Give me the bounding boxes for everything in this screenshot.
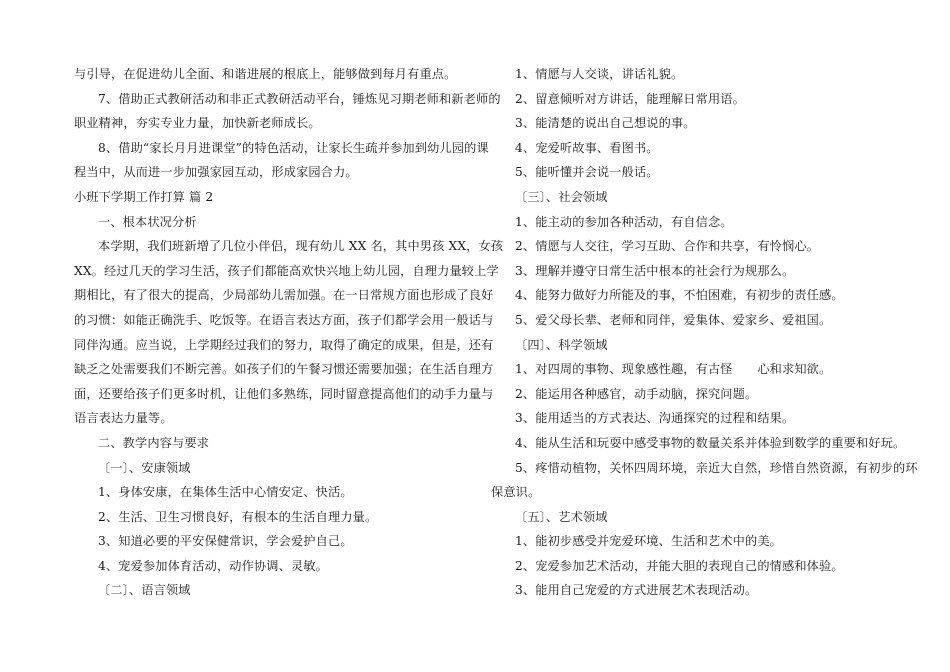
text-line: 2、能运用各种感官，动手动脑，探究问题。 — [515, 386, 758, 401]
text-line: 本学期，我们班新增了几位小伴侣，现有幼儿 XX 名，其中男孩 XX，女孩 — [98, 239, 504, 254]
text-line: 〔五〕、艺术领域 — [515, 509, 608, 524]
text-line: 保意识。 — [491, 485, 541, 500]
text-line: 1、能初步感受并宠爱环境、生活和艺术中的美。 — [515, 534, 782, 549]
text-line: 同伴沟通。应当说，上学期经过我们的努力，取得了确定的成果，但是，还有 — [74, 337, 494, 352]
text-line: 4、宠爱参加体育活动，动作协调、灵敏。 — [98, 558, 328, 573]
text-line: 的习惯：如能正确洗手、吃饭等。在语言表达方面，孩子们都学会用一般话与 — [74, 312, 494, 327]
text-line: 2、生活、卫生习惯良好，有根本的生活自理力量。 — [98, 509, 378, 524]
text-line: 3、能用适当的方式表达、沟通探究的过程和结果。 — [515, 411, 795, 426]
text-line: 1、对四周的事物、现象感性趣，有古怪 心和求知欲。 — [515, 362, 832, 377]
text-line: 3、能清楚的说出自己想说的事。 — [515, 116, 696, 131]
left-column — [74, 62, 504, 603]
text-line: 5、能听懂并会说一般话。 — [515, 165, 659, 180]
text-line: 缺乏之处需要我们不断完善。如孩子们的午餐习惯还需要加强；在生活自理方 — [74, 362, 494, 377]
text-line: XX。经过几天的学习生活，孩子们都能高欢快兴地上幼儿园，自理力量较上学 — [74, 263, 499, 278]
right-column — [491, 62, 918, 603]
text-line: 1、身体安康，在集体生活中心情安定、快活。 — [98, 485, 353, 500]
text-line: 〔三〕、社会领域 — [515, 189, 608, 204]
text-line: 2、情愿与人交往，学习互助、合作和共享，有怜悯心。 — [515, 239, 820, 254]
text-line: 4、能努力做好力所能及的事，不怕困难，有初步的责任感。 — [515, 288, 844, 303]
text-line: 面，还要给孩子们更多时机，让他们多熟练，同时留意提高他们的动手力量与 — [74, 386, 494, 401]
text-line: 语言表达力量等。 — [74, 411, 173, 426]
text-line: 1、情愿与人交谈，讲话礼貌。 — [515, 67, 684, 81]
text-line: 4、宠爱听故事、看图书。 — [515, 140, 659, 155]
text-line: 5、爱父母长辈、老师和同伴，爱集体、爱家乡、爱祖国。 — [515, 312, 832, 327]
text-line: 7、借助正式教研活动和非正式教研活动平台，锤炼见习期老师和新老师的 — [98, 91, 501, 106]
text-line: 二、教学内容与要求 — [98, 435, 210, 450]
text-line: 程当中，从而进一步加强家园互动，形成家园合力。 — [74, 165, 358, 180]
text-line: 职业精神，夯实专业力量，加快新老师成长。 — [74, 116, 321, 131]
text-line: 5、疼惜动植物，关怀四周环境，亲近大自然，珍惜自然资源，有初步的环 — [515, 460, 918, 475]
text-line: 期相比，有了很大的提高，少局部幼儿需加强。在一日常规方面也形成了良好 — [74, 288, 494, 303]
text-line: 2、宠爱参加艺术活动，并能大胆的表现自己的情感和体验。 — [515, 558, 844, 573]
text-line: 小班下学期工作打算 篇 2 — [74, 189, 214, 204]
text-line: 4、能从生活和玩耍中感受事物的数量关系并体验到数学的重要和好玩。 — [515, 435, 906, 450]
text-line: 3、知道必要的平安保健常识，学会爱护自己。 — [98, 534, 353, 549]
text-line: 8、借助“家长月月进课堂”的特色活动，让家长生疏并参加到幼儿园的课 — [98, 140, 489, 155]
text-line: 一、根本状况分析 — [98, 214, 197, 229]
text-line: 〔一〕、安康领域 — [98, 460, 191, 475]
text-line: 3、理解并遵守日常生活中根本的社会行为规那么。 — [515, 263, 795, 278]
text-line: 3、能用自己宠爱的方式进展艺术表现活动。 — [515, 583, 758, 598]
text-line: 〔四〕、科学领域 — [515, 337, 608, 352]
text-line: 2、留意倾听对方讲话，能理解日常用语。 — [515, 91, 745, 106]
text-line: 1、能主动的参加各种活动，有自信念。 — [515, 214, 733, 229]
text-line: 与引导，在促进幼儿全面、和谐进展的根底上，能够做到每月有重点。 — [74, 67, 457, 81]
text-line: 〔二〕、语言领域 — [98, 583, 191, 598]
